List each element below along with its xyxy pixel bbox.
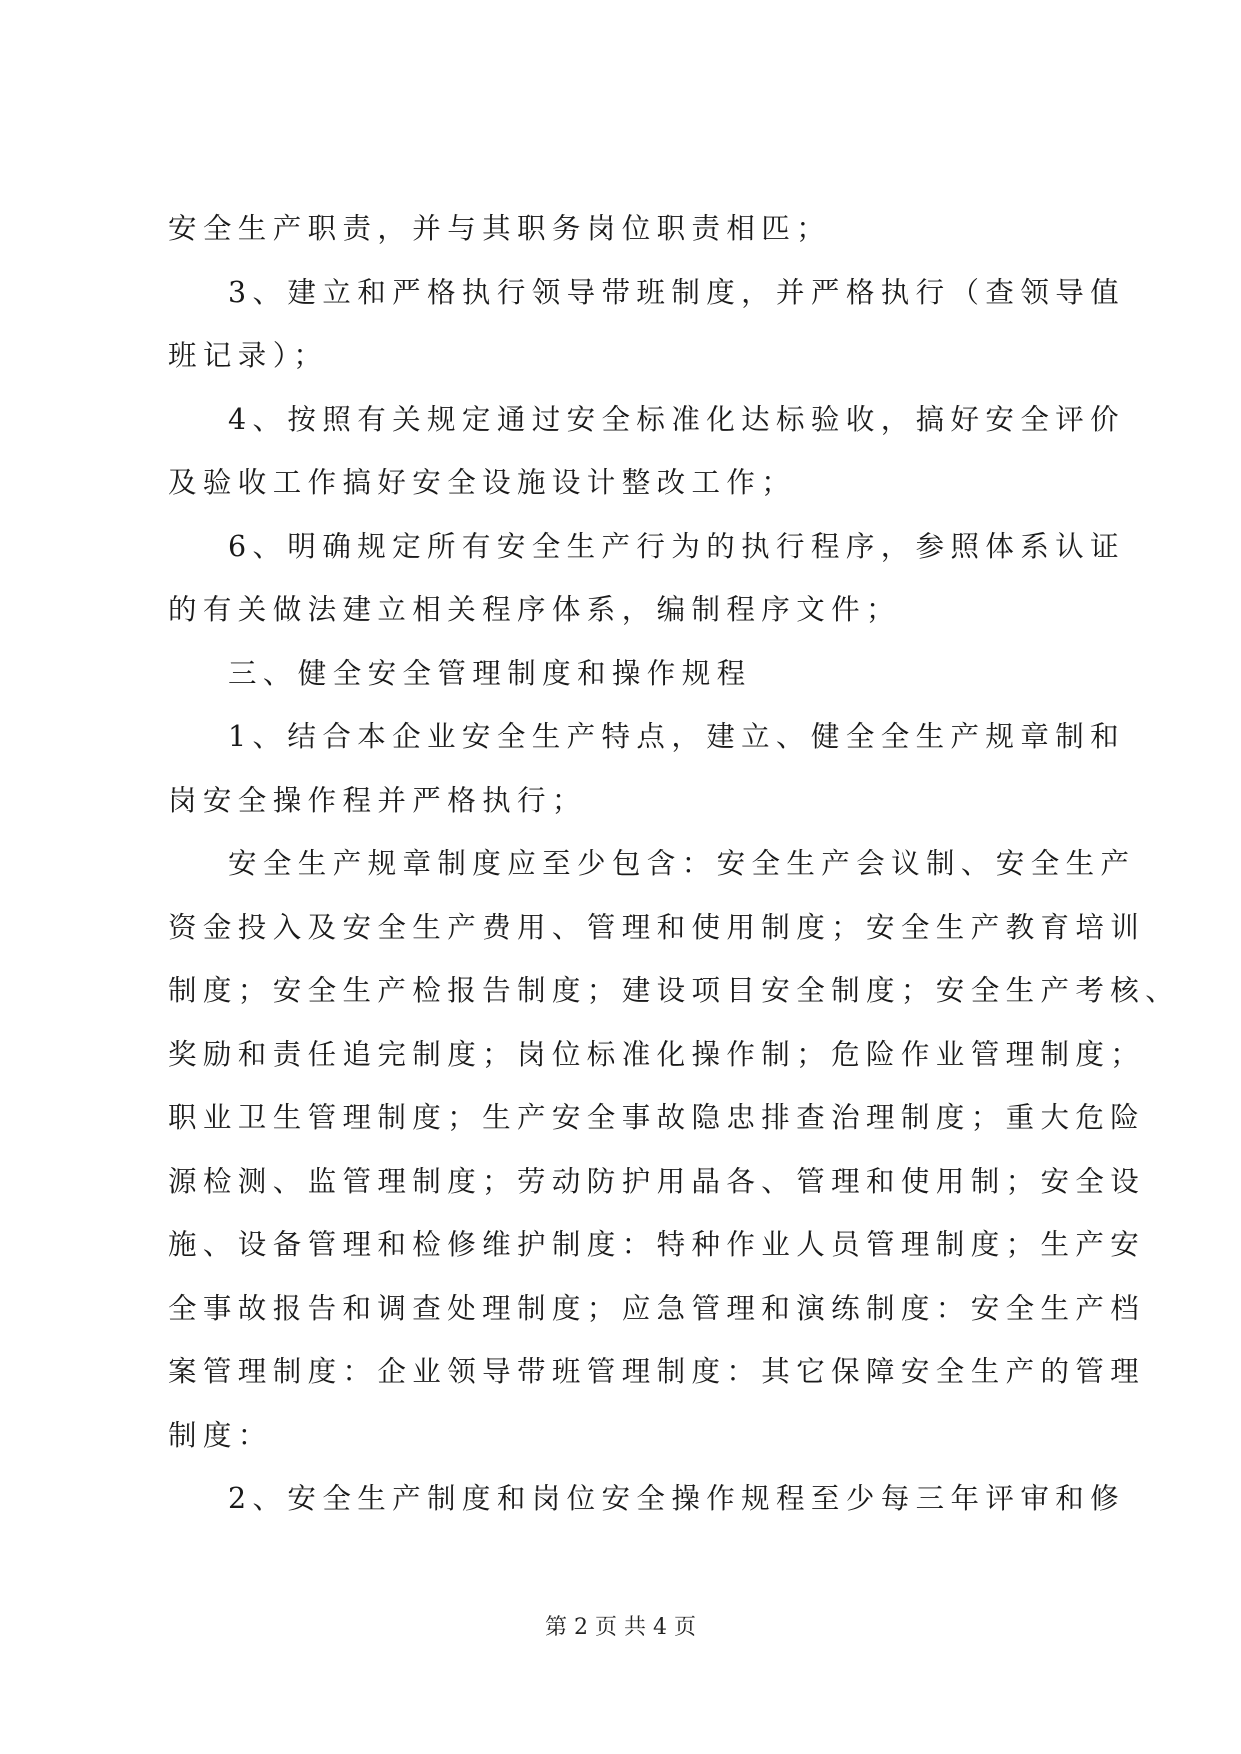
text-line: 制度；安全生产检报告制度；建设项目安全制度；安全生产考核、 (168, 974, 1181, 1007)
text-line: 安全生产规章制度应至少包含：安全生产会议制、安全生产 (228, 847, 1136, 880)
text-line: 资金投入及安全生产费用、管理和使用制度；安全生产教育培训 (168, 910, 1146, 944)
document-body (168, 197, 1181, 1531)
text-line: 案管理制度：企业领导带班管理制度：其它保障安全生产的管理 (168, 1355, 1146, 1388)
text-line: 奖励和责任追完制度；岗位标准化操作制；危险作业管理制度； (168, 1037, 1146, 1071)
text-line: 及验收工作搞好安全设施设计整改工作； (168, 466, 797, 499)
text-line: 3、建立和严格执行领导带班制度，并严格执行（查领导值 (228, 275, 1126, 309)
text-line: 4、按照有关规定通过安全标准化达标验收，搞好安全评价 (228, 402, 1126, 436)
text-line: 的有关做法建立相关程序体系，编制程序文件； (168, 593, 901, 626)
page-number-footer: 第 2 页 共 4 页 (545, 1615, 696, 1640)
text-line: 安全生产职责，并与其职务岗位职责相匹； (168, 212, 832, 245)
text-line: 6、明确规定所有安全生产行为的执行程序，参照体系认证 (228, 529, 1126, 563)
text-line: 2、安全生产制度和岗位安全操作规程至少每三年评审和修 (228, 1482, 1126, 1515)
text-line: 班记录）； (168, 339, 329, 372)
text-line: 1、结合本企业安全生产特点，建立、健全全生产规章制和 (228, 720, 1126, 753)
text-line: 职业卫生管理制度；生产安全事故隐忠排查治理制度；重大危险 (168, 1101, 1146, 1134)
text-line: 三、健全安全管理制度和操作规程 (228, 656, 752, 690)
text-line: 制度： (168, 1418, 273, 1452)
text-line: 全事故报告和调查处理制度；应急管理和演练制度：安全生产档 (168, 1291, 1146, 1325)
text-line: 岗安全操作程并严格执行； (168, 783, 587, 817)
text-line: 施、设备管理和检修维护制度：特种作业人员管理制度；生产安 (168, 1228, 1146, 1261)
text-line: 源检测、监管理制度；劳动防护用晶各、管理和使用制；安全设 (168, 1164, 1146, 1198)
